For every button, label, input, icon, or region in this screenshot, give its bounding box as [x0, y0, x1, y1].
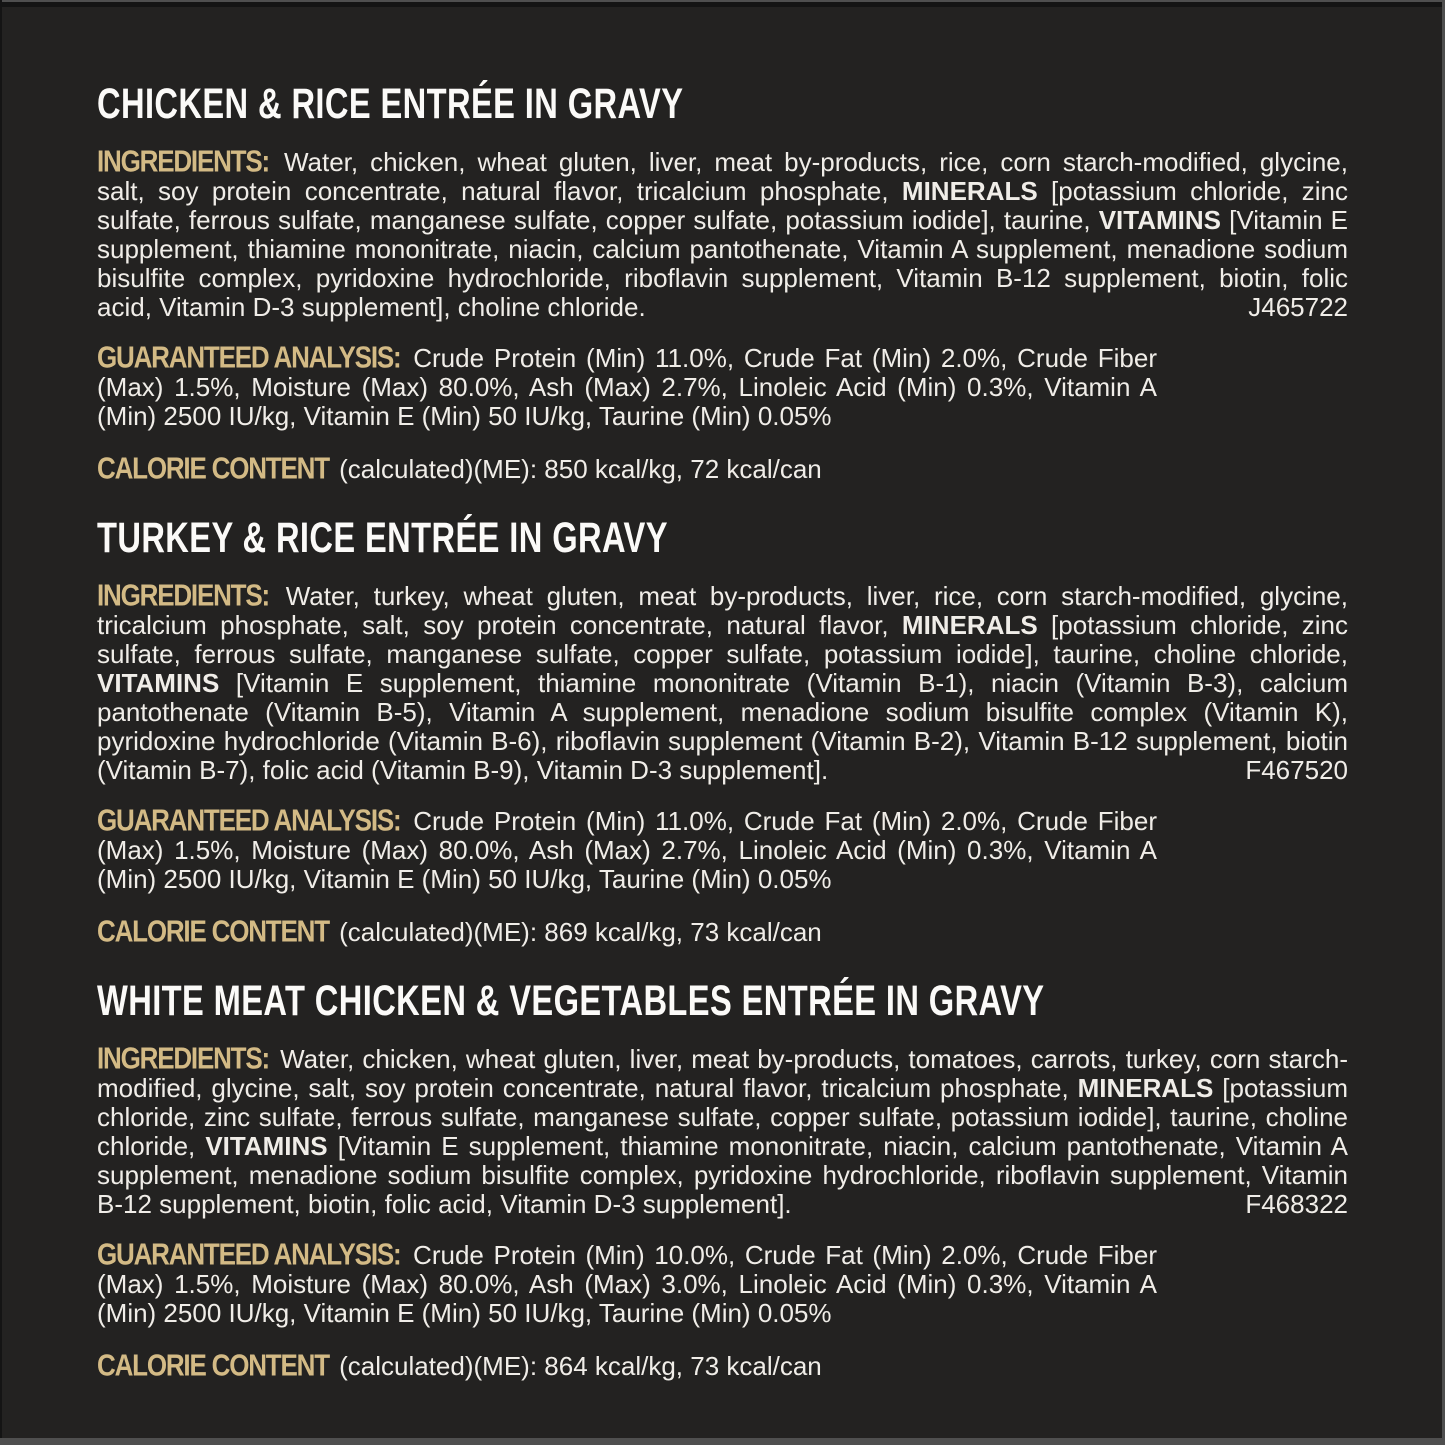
text-run: Crude Protein (Min) 11.0%, Crude Fat (Min) 2.0%, Crude Fiber (Max) 1.5%, Moisture (Max) 80.0%, Ash (Max) 2.7%, Linoleic Acid (Min) 0.3%, Vitamin A (Min) 2500 IU/kg, Vitamin E (Min) 50 IU/kg, Taurine (Min) 0.05% — [97, 343, 1157, 431]
entree-title-text: CHICKEN & RICE ENTRÉE IN GRAVY — [97, 80, 684, 128]
entree-title-text: WHITE MEAT CHICKEN & VEGETABLES ENTRÉE IN GRAVY — [97, 977, 1045, 1025]
section-label: CALORIE CONTENT — [97, 913, 329, 949]
section-label: GUARANTEED ANALYSIS: — [97, 339, 401, 375]
text-run: [potassium chloride, zinc sulfate, ferrous sulfate, manganese sulfate, copper sulfate, potassium iodide], taurine, choline chloride, — [97, 1073, 1348, 1161]
text-run: Water, chicken, wheat gluten, liver, meat by-products, tomatoes, carrots, turkey, corn starch-modified, glycine, salt, soy protein concentrate, natural flavor, tricalcium phosphate, — [97, 1044, 1348, 1103]
text-run: Water, turkey, wheat gluten, meat by-products, liver, rice, corn starch-modified, glycine, tricalcium phosphate, salt, soy protein concentrate, natural flavor, — [97, 581, 1348, 640]
text-run: MINERALS — [901, 176, 1038, 206]
product-code: F467520 — [1245, 755, 1348, 785]
text-run: [Vitamin E supplement, thiamine mononitrate, niacin, calcium pantothenate, Vitamin A supplement, menadione sodium bisulfite complex, pyridoxine hydrochloride, riboflavin supplement, Vitamin B-12 supplement, biotin, folic acid, Vitamin D-3 supplement]. — [97, 1131, 1348, 1219]
text-run: VITAMINS — [97, 668, 220, 698]
text-run: [potassium chloride, zinc sulfate, ferrous sulfate, manganese sulfate, copper sulfate, potassium iodide], taurine, choline chloride, — [97, 610, 1349, 669]
photo-bottom-edge — [0, 1438, 1445, 1445]
entree-title — [97, 516, 1348, 560]
text-run: MINERALS — [1077, 1073, 1214, 1103]
ingredients-paragraph — [97, 577, 1349, 785]
text-run: VITAMINS — [1098, 205, 1221, 235]
section-label: CALORIE CONTENT — [97, 450, 329, 486]
ingredients-paragraph — [97, 143, 1349, 322]
text-run: Crude Protein (Min) 11.0%, Crude Fat (Min) 2.0%, Crude Fiber (Max) 1.5%, Moisture (Max) 80.0%, Ash (Max) 2.7%, Linoleic Acid (Min) 0.3%, Vitamin A (Min) 2500 IU/kg, Vitamin E (Min) 50 IU/kg, Taurine (Min) 0.05% — [97, 806, 1157, 894]
text-run: [potassium chloride, zinc sulfate, ferrous sulfate, manganese sulfate, copper sulfate, potassium iodide], taurine, — [97, 176, 1349, 235]
section-label: INGREDIENTS: — [97, 1040, 269, 1076]
photo-top-shadow — [0, 2, 1445, 7]
calorie-content — [97, 913, 1348, 949]
calorie-content — [97, 450, 1348, 486]
section-turkey-rice-entree — [97, 516, 1348, 947]
product-code: J465722 — [1248, 292, 1348, 322]
text-run: [Vitamin E supplement, thiamine mononitrate (Vitamin B-1), niacin (Vitamin B-3), calcium pantothenate (Vitamin B-5), Vitamin A supplement, menadione sodium bisulfite complex (Vitamin K), pyridoxine hydrochloride (Vitamin B-6), riboflavin supplement (Vitamin B-2), Vitamin B-12 supplement, biotin (Vitamin B-7), folic acid (Vitamin B-9), Vitamin D-3 supplement]. — [97, 668, 1348, 785]
text-run: (calculated)(ME): 869 kcal/kg, 73 kcal/can — [331, 917, 822, 947]
text-run: (calculated)(ME): 864 kcal/kg, 73 kcal/can — [331, 1351, 822, 1381]
text-run: VITAMINS — [205, 1131, 328, 1161]
section-label: CALORIE CONTENT — [97, 1347, 329, 1383]
product-code: F468322 — [1245, 1189, 1348, 1219]
calorie-content — [97, 1347, 1348, 1383]
text-run: MINERALS — [901, 610, 1038, 640]
text-run: Crude Protein (Min) 10.0%, Crude Fat (Min) 2.0%, Crude Fiber (Max) 1.5%, Moisture (Max) 80.0%, Ash (Max) 3.0%, Linoleic Acid (Min) 0.3%, Vitamin A (Min) 2500 IU/kg, Vitamin E (Min) 50 IU/kg, Taurine (Min) 0.05% — [97, 1240, 1157, 1328]
section-chicken-rice-entree — [97, 82, 1348, 484]
guaranteed-analysis — [97, 339, 1157, 431]
text-run: Water, chicken, wheat gluten, liver, meat by-products, rice, corn starch-modified, glycine, salt, soy protein concentrate, natural flavor, tricalcium phosphate, — [97, 147, 1348, 206]
text-run: (calculated)(ME): 850 kcal/kg, 72 kcal/can — [331, 454, 822, 484]
section-label: INGREDIENTS: — [97, 143, 269, 179]
guaranteed-analysis — [97, 1236, 1157, 1328]
section-label: INGREDIENTS: — [97, 577, 269, 613]
section-label: GUARANTEED ANALYSIS: — [97, 1236, 401, 1272]
photo-left-shadow — [0, 0, 2, 1445]
entree-title — [97, 82, 1348, 126]
entree-title-text: TURKEY & RICE ENTRÉE IN GRAVY — [97, 514, 668, 562]
section-label: GUARANTEED ANALYSIS: — [97, 802, 401, 838]
entree-title — [97, 979, 1348, 1023]
text-run: [Vitamin E supplement, thiamine mononitrate, niacin, calcium pantothenate, Vitamin A supplement, menadione sodium bisulfite complex, pyridoxine hydrochloride, riboflavin supplement, Vitamin B-12 supplement, biotin, folic acid, Vitamin D-3 supplement], choline chloride. — [97, 205, 1348, 322]
guaranteed-analysis — [97, 802, 1157, 894]
section-white-meat-chicken-vegetables-entree — [97, 979, 1348, 1381]
ingredients-paragraph — [97, 1040, 1348, 1219]
